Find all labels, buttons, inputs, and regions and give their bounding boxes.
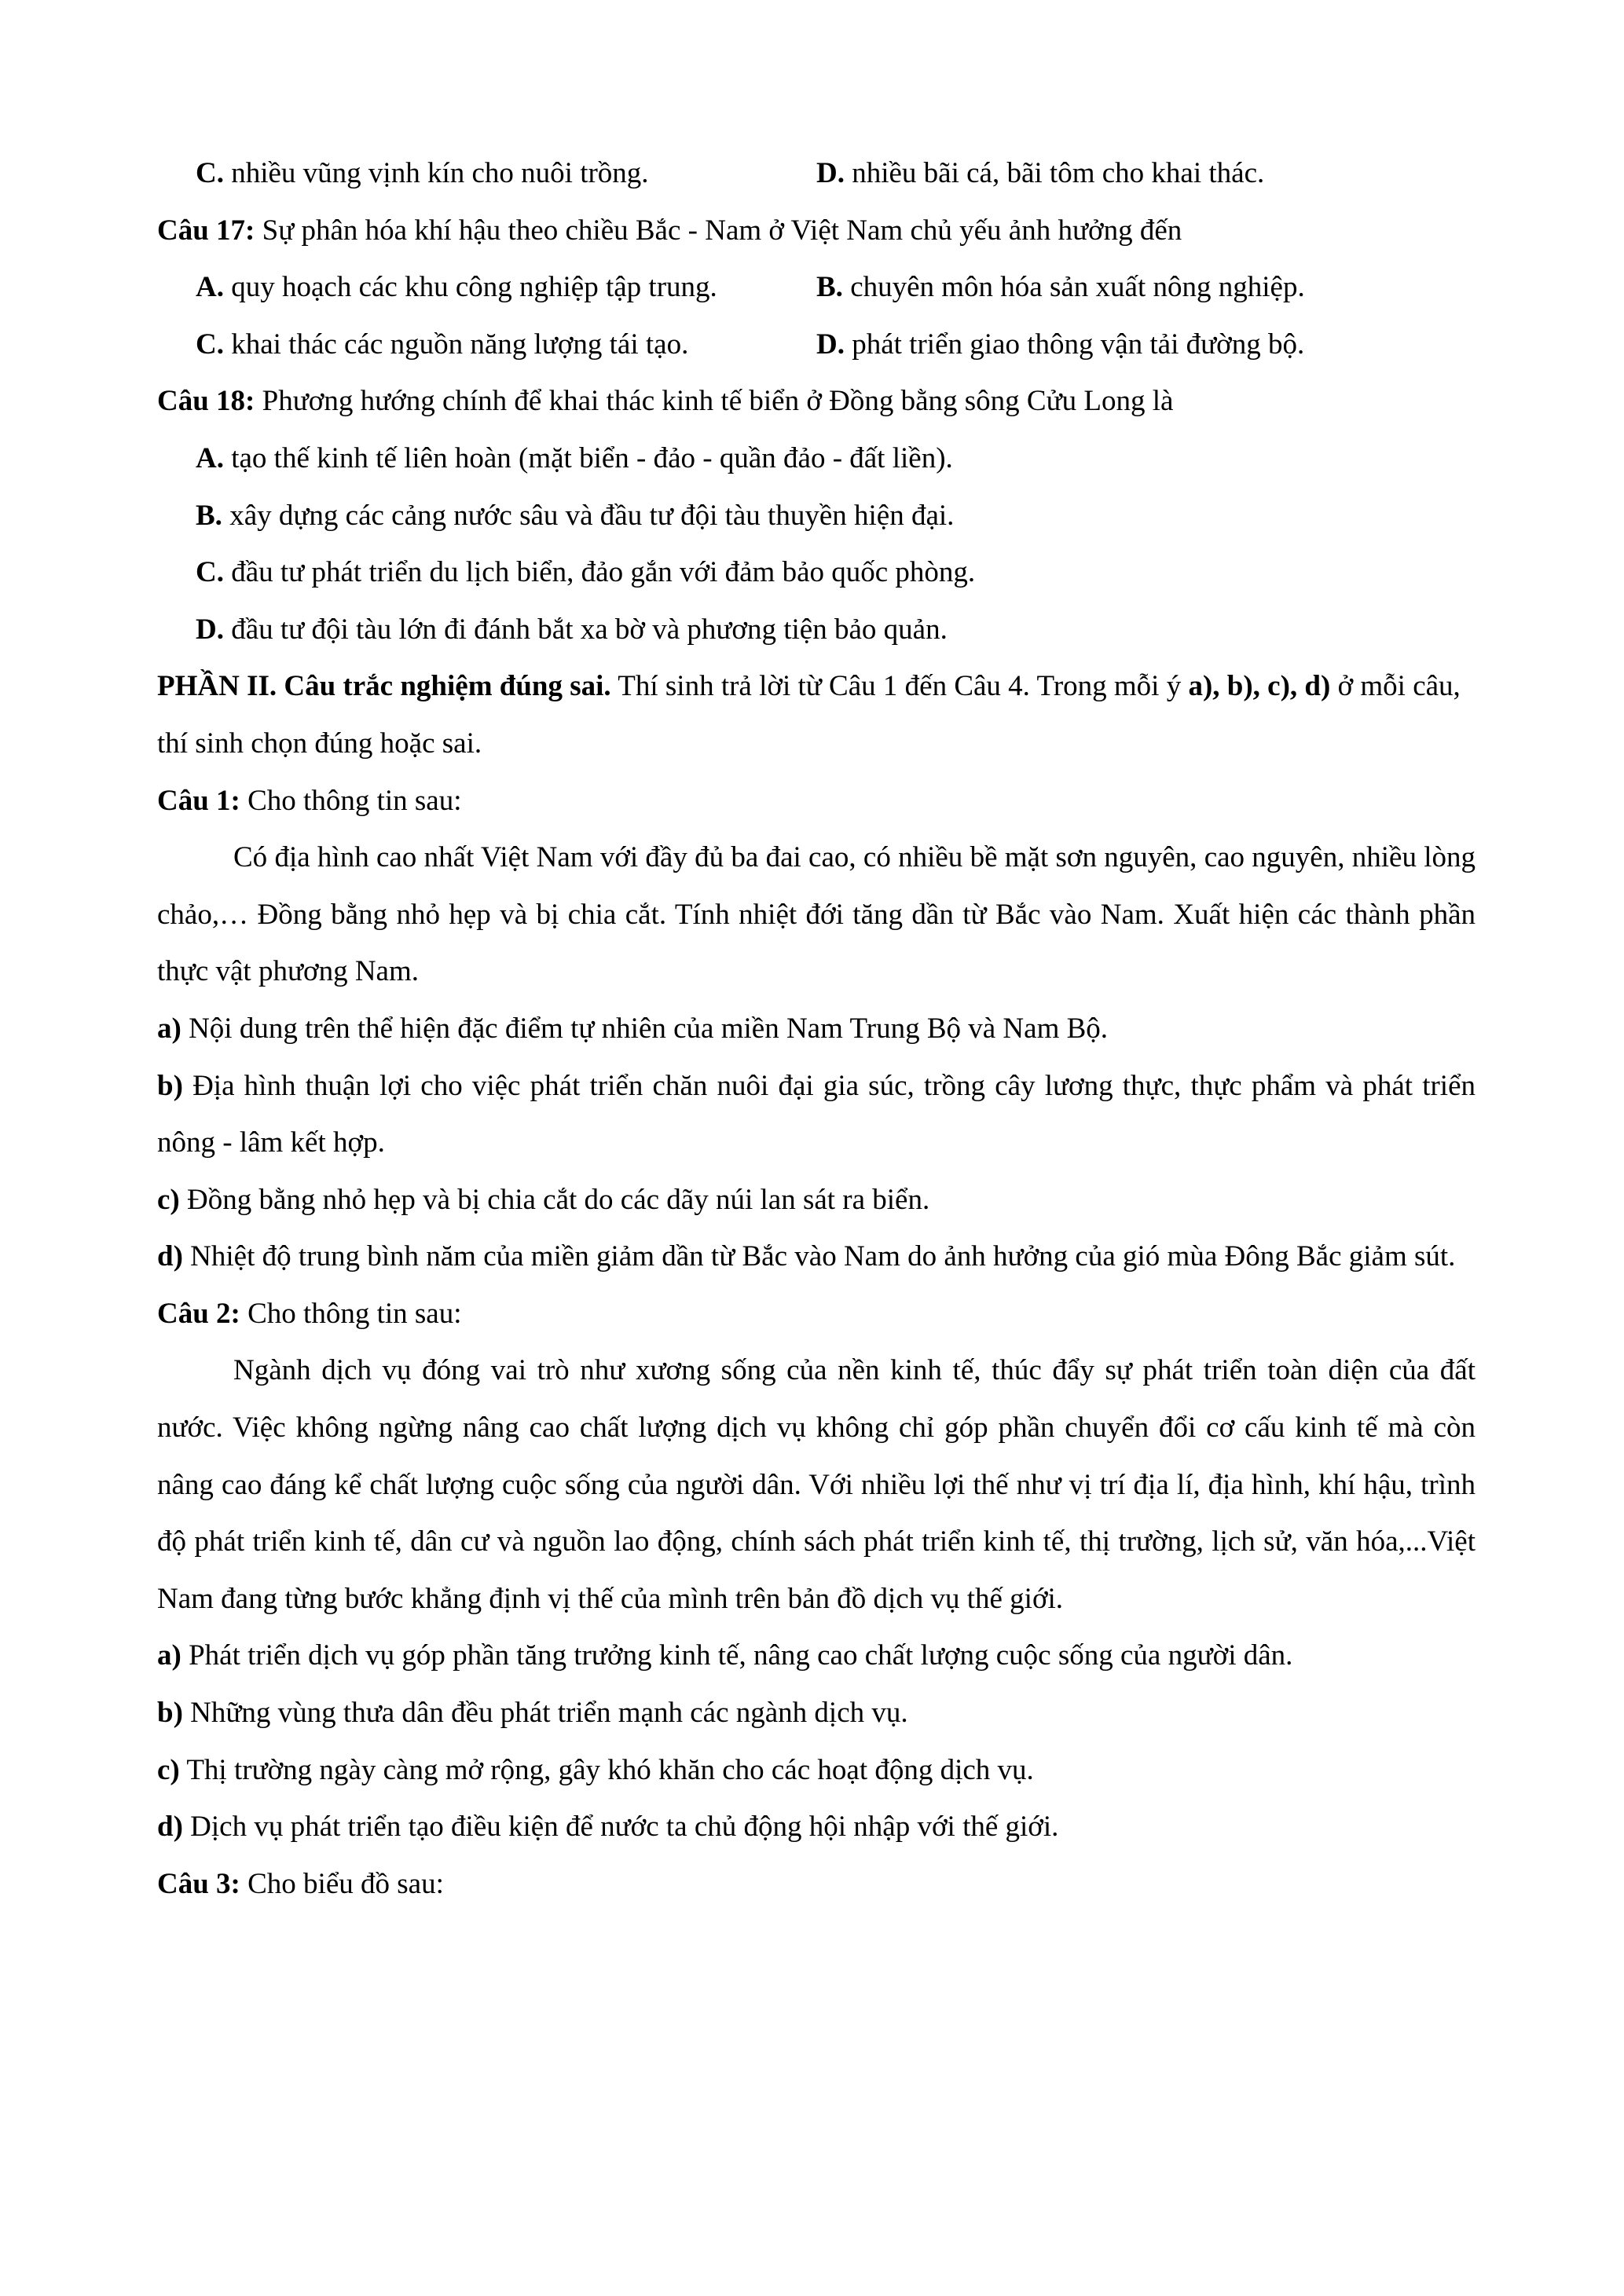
item-label: d) [157,1240,183,1273]
c3-stem [157,1856,1476,1913]
option-text: nhiều vũng vịnh kín cho nuôi trồng. [223,157,649,189]
item-label: a) [157,1639,181,1672]
question-label: Câu 2: [157,1297,240,1330]
option-text: đầu tư đội tàu lớn đi đánh bắt xa bờ và phương tiện bảo quản. [223,613,948,646]
instruction-items: a), b), c), d) [1188,670,1331,703]
option-text: đầu tư phát triển du lịch biển, đảo gắn với đảm bảo quốc phòng. [223,556,976,589]
item-text: Nhiệt độ trung bình năm của miền giảm dần từ Bắc vào Nam do ảnh hưởng của gió mùa Đông Bắc giảm sút. [182,1240,1456,1273]
c1-item-c [157,1172,1476,1229]
c2-stem [157,1286,1476,1343]
q18-option-c [157,544,1476,602]
item-text: Nội dung trên thể hiện đặc điểm tự nhiên của miền Nam Trung Bộ và Nam Bộ. [181,1012,1109,1045]
c2-item-b [157,1685,1476,1742]
option-text: nhiều bãi cá, bãi tôm cho khai thác. [844,157,1265,189]
option-label: A. [196,441,224,474]
option-label: D. [196,613,224,646]
q18-option-d [157,602,1476,659]
item-text: Dịch vụ phát triển tạo điều kiện để nước ta chủ động hội nhập với thế giới. [182,1811,1059,1844]
c2-item-a [157,1628,1476,1685]
q17-options-cd [157,317,1476,374]
item-text: Thị trường ngày càng mở rộng, gây khó khăn cho các hoạt động dịch vụ. [179,1753,1034,1786]
q16-options-cd [157,145,1476,203]
q18-stem [157,373,1476,430]
item-text: Đồng bằng nhỏ hẹp và bị chia cắt do các dãy núi lan sát ra biển. [179,1183,930,1216]
q17-stem [157,203,1476,260]
c2-passage: Ngành dịch vụ đóng vai trò như xương sống của nền kinh tế, thúc đẩy sự phát triển toàn diện của đất nước. Việc không ngừng nâng cao chất lượng dịch vụ không chỉ góp phần chuyển đổi cơ cấu kinh tế mà còn nâng cao đáng kể chất lượng cuộc sống của người dân. Với nhiều lợi thế như vị trí địa lí, địa hình, khí hậu, trình độ phát triển kinh tế, dân cư và nguồn lao động, chính sách phát triển kinh tế, thị trường, lịch sử, văn hóa,...Việt Nam đang từng bước khẳng định vị thế của mình trên bản đồ dịch vụ thế giới. [157,1354,1476,1615]
q18-option-a [157,430,1476,488]
option-label: B. [196,499,222,532]
q17-option-a [196,259,816,317]
option-label: A. [196,271,224,304]
option-label: D. [816,157,845,189]
instruction-text: Thí sinh trả lời từ Câu 1 đến Câu 4. Trong mỗi ý [610,670,1189,703]
question-label: Câu 1: [157,784,240,817]
item-label: c) [157,1753,180,1786]
option-text: phát triển giao thông vận tải đường bộ. [844,328,1305,361]
item-label: b) [157,1069,183,1102]
option-text: tạo thế kinh tế liên hoàn (mặt biển - đảo - quần đảo - đất liền). [223,441,953,474]
option-label: C. [196,556,224,589]
option-label: C. [196,328,224,361]
q17-option-b [816,259,1305,317]
item-text: Địa hình thuận lợi cho việc phát triển chăn nuôi đại gia súc, trồng cây lương thực, thực phẩm và phát triển nông - lâm kết hợp. [157,1069,1476,1159]
c2-item-d [157,1799,1476,1856]
item-label: a) [157,1012,181,1045]
question-text: Cho thông tin sau: [240,784,462,817]
item-label: d) [157,1811,183,1844]
option-label: D. [816,328,845,361]
document-page [157,145,1476,1913]
c2-item-c [157,1742,1476,1800]
option-text: khai thác các nguồn năng lượng tái tạo. [223,328,689,361]
c1-stem [157,773,1476,830]
question-text: Phương hướng chính để khai thác kinh tế biển ở Đồng bằng sông Cửu Long là [255,385,1174,418]
q17-options-ab [157,259,1476,317]
c1-item-d [157,1229,1476,1286]
question-label: Câu 17: [157,214,255,247]
section-title: PHẦN II. Câu trắc nghiệm đúng sai. [157,670,611,703]
c1-item-a [157,1001,1476,1058]
question-text: Cho thông tin sau: [240,1297,462,1330]
item-text: Những vùng thưa dân đều phát triển mạnh các ngành dịch vụ. [182,1697,908,1730]
item-label: c) [157,1183,180,1216]
instruction-text: ở mỗi câu, thí sinh chọn đúng hoặc sai. [157,670,1461,760]
c1-passage: Có địa hình cao nhất Việt Nam với đầy đủ ba đai cao, có nhiều bề mặt sơn nguyên, cao nguyên, nhiều lòng chảo,… Đồng bằng nhỏ hẹp và bị chia cắt. Tính nhiệt đới tăng dần từ Bắc vào Nam. Xuất hiện các thành phần thực vật phương Nam. [157,841,1476,988]
option-text: chuyên môn hóa sản xuất nông nghiệp. [842,271,1305,304]
q16-option-c [196,145,816,203]
q17-option-d [816,317,1304,374]
item-text: Phát triển dịch vụ góp phần tăng trưởng kinh tế, nâng cao chất lượng cuộc sống của người dân. [181,1639,1293,1672]
part2-instructions [157,658,1476,772]
question-text: Cho biểu đồ sau: [240,1867,444,1900]
q18-option-b [157,488,1476,545]
question-label: Câu 3: [157,1867,240,1900]
q16-option-d [816,145,1264,203]
question-text: Sự phân hóa khí hậu theo chiều Bắc - Nam ở Việt Nam chủ yếu ảnh hưởng đến [255,214,1182,247]
question-label: Câu 18: [157,385,255,418]
option-text: xây dựng các cảng nước sâu và đầu tư đội tàu thuyền hiện đại. [222,499,955,532]
option-label: C. [196,157,224,189]
q17-option-c [196,317,816,374]
option-text: quy hoạch các khu công nghiệp tập trung. [223,271,717,304]
option-label: B. [816,271,843,304]
item-label: b) [157,1697,183,1730]
c1-item-b [157,1058,1476,1172]
